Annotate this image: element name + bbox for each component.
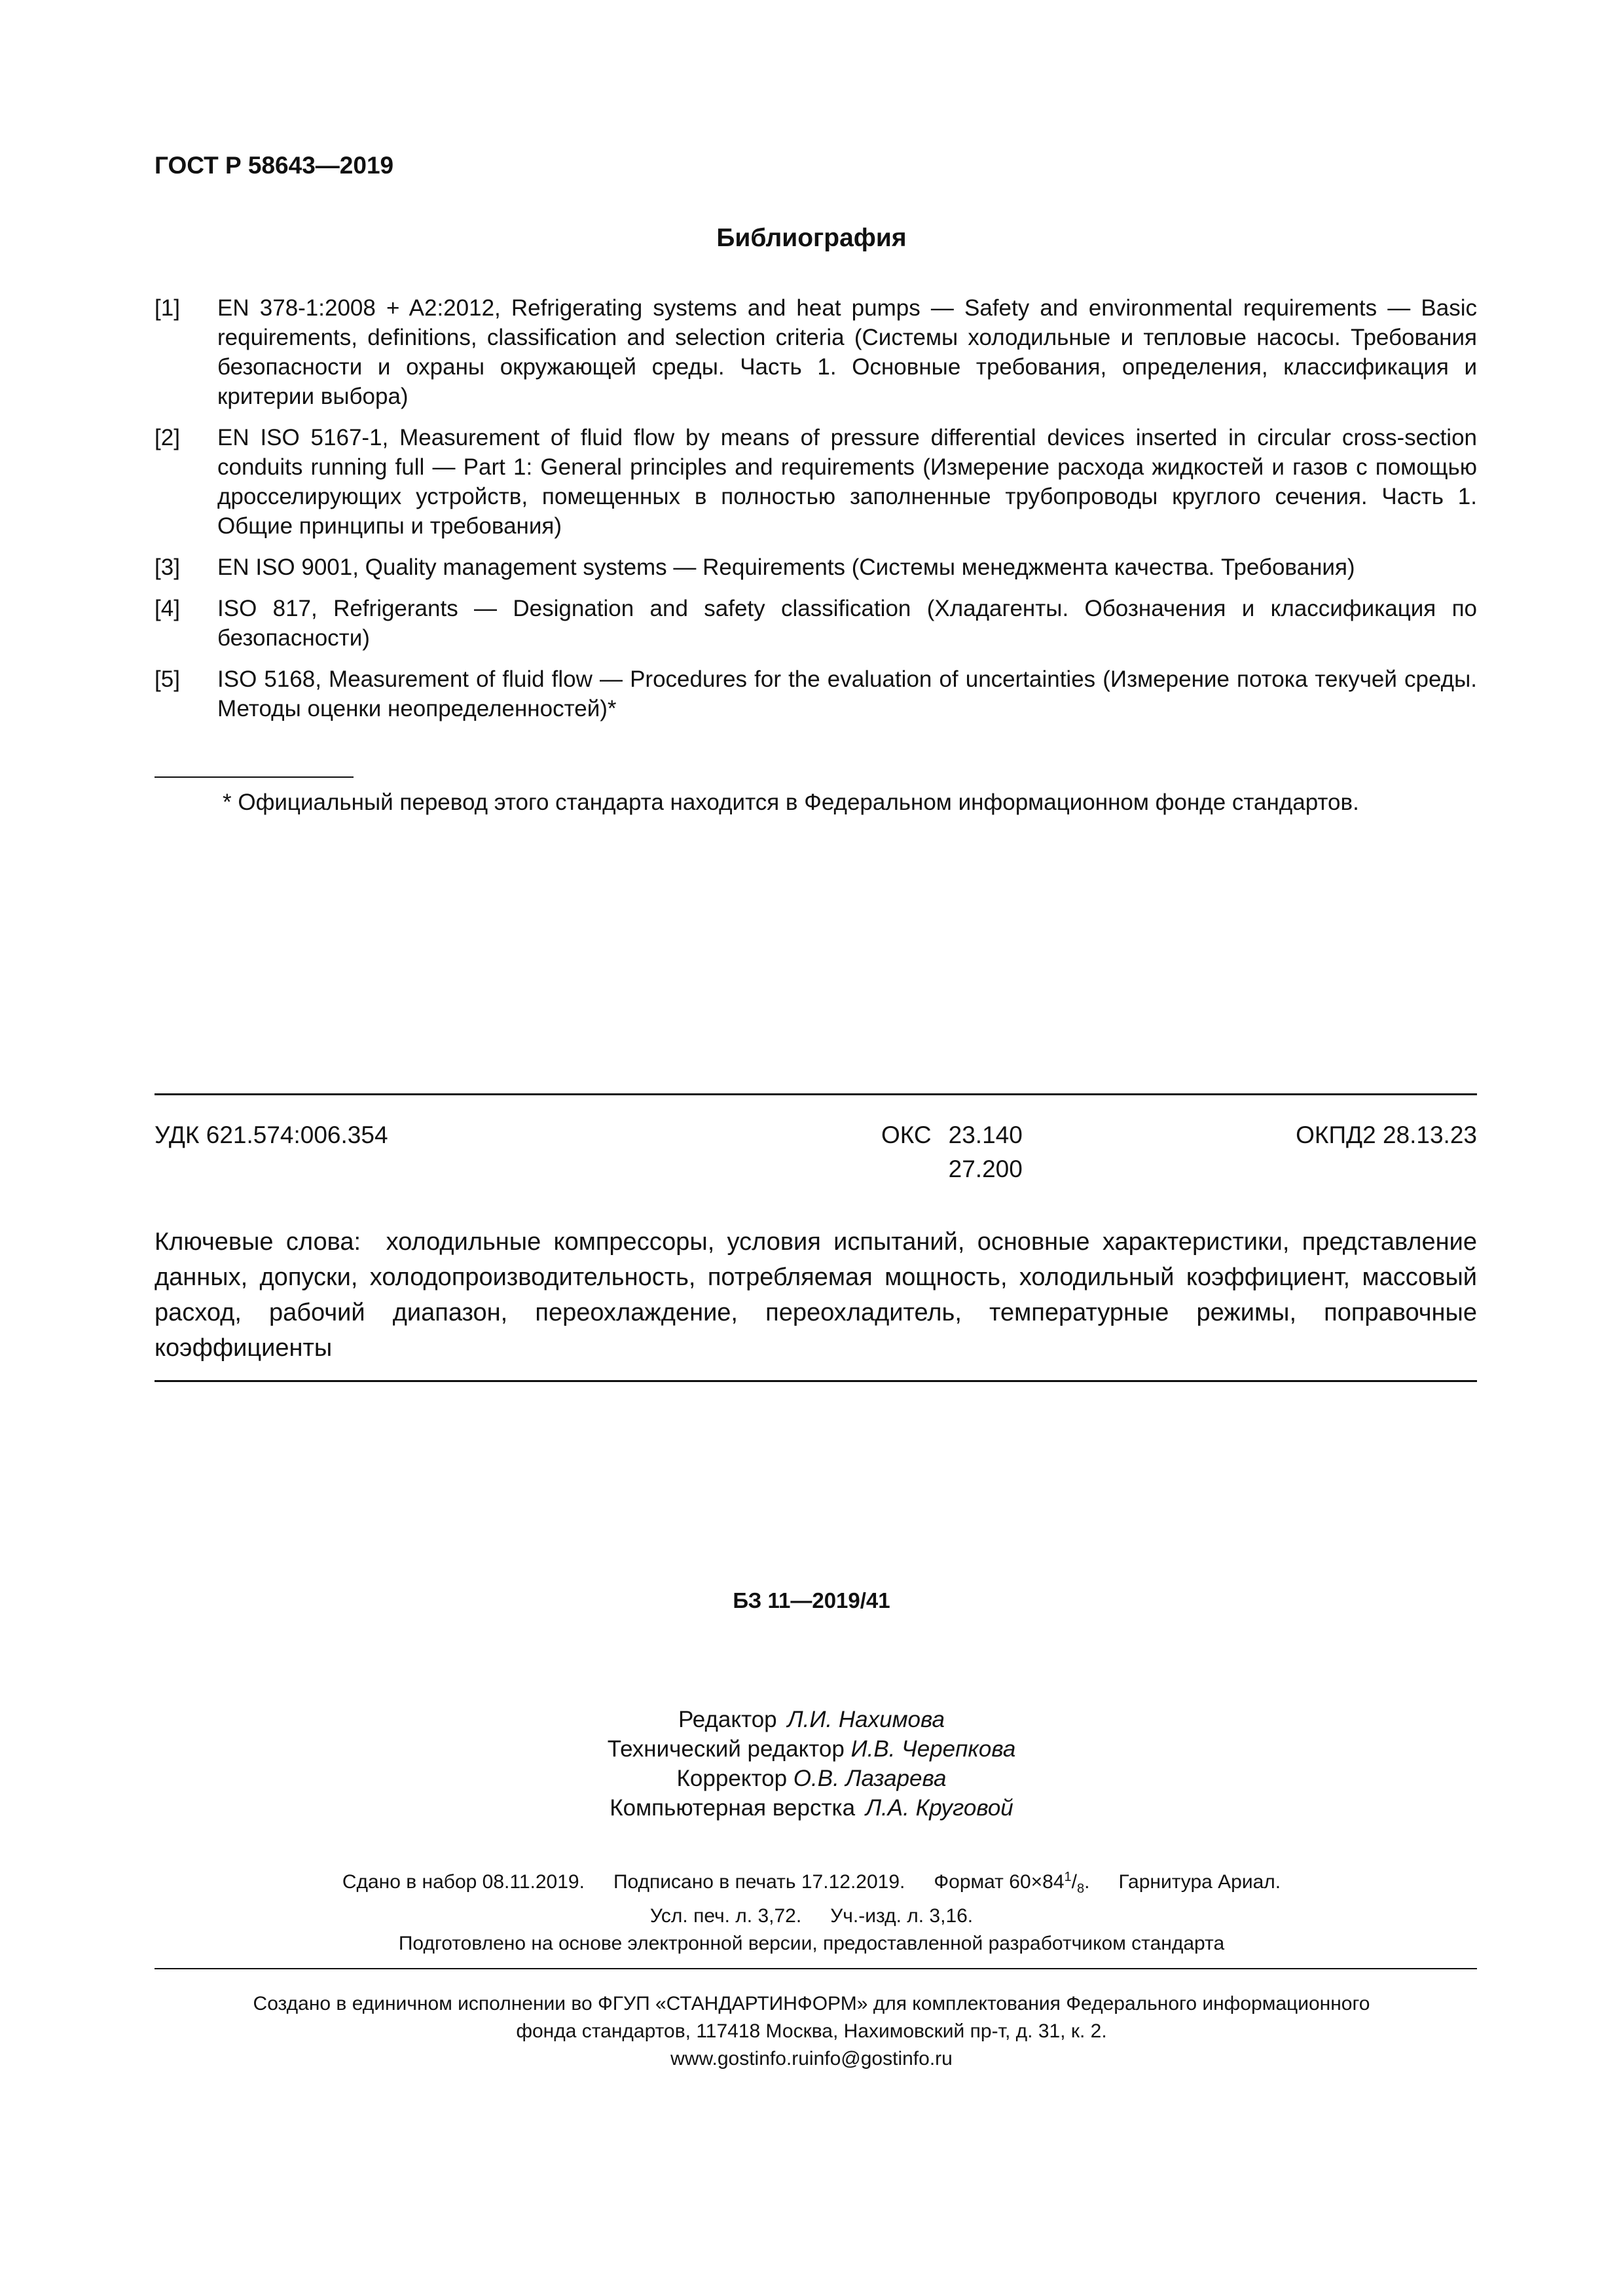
bibliography-list bbox=[155, 293, 1477, 735]
imprint-line-3: Подготовлено на основе электронной версии, предоставленной разработчиком стандарта bbox=[398, 1933, 1225, 1954]
udk-code bbox=[155, 1118, 388, 1152]
okpd-code bbox=[1296, 1118, 1477, 1152]
website-link[interactable]: www.gostinfo.ru bbox=[670, 2048, 809, 2069]
format: Формат $60\times 84^1/_8$. bbox=[934, 1870, 1090, 1896]
entry-number: [5] bbox=[155, 666, 180, 692]
footnote-divider bbox=[155, 776, 354, 778]
editorial-staff bbox=[0, 1705, 1623, 1823]
okpd-label: ОКПД2 bbox=[1296, 1121, 1376, 1148]
okpd-value: 28.13.23 bbox=[1382, 1121, 1477, 1148]
tech-editor-name: И.В. Черепкова bbox=[850, 1736, 1016, 1762]
oks-code bbox=[881, 1118, 1023, 1186]
udk-value: 621.574:006.354 bbox=[206, 1121, 388, 1148]
entry-number: [1] bbox=[155, 295, 180, 321]
publisher-info bbox=[0, 1990, 1623, 2073]
editor-name: Л.И. Нахимова bbox=[787, 1707, 945, 1732]
layout-name: Л.А. Круговой bbox=[866, 1795, 1013, 1821]
layout-label: Компьютерная верстка bbox=[610, 1795, 856, 1821]
entry-text: ISO 817, Refrigerants — Designation and safety classification (Хладагенты. Обозначения и классификация по безопасности) bbox=[217, 596, 1477, 651]
entry-text: EN 378-1:2008 + A2:2012, Refrigerating systems and heat pumps — Safety and environmental requirements — Basic requirements, definitions, classification and selection criteria (Системы холодильные и тепловые насосы. Требования безопасности и охраны окружающей среды. Часть 1. Основные требования, определения, классификация и критерии выбора) bbox=[217, 295, 1477, 409]
oks-label: ОКС bbox=[881, 1121, 932, 1148]
bibliography-entry bbox=[155, 293, 1477, 411]
bz-number: БЗ 11—2019/41 bbox=[733, 1588, 890, 1613]
bibliography-entry bbox=[155, 665, 1477, 723]
publisher-contacts bbox=[0, 2045, 1623, 2073]
tech-editor-label: Технический редактор bbox=[607, 1736, 845, 1762]
bibliography-entry bbox=[155, 594, 1477, 653]
entry-text: EN ISO 5167-1, Measurement of fluid flow by means of pressure differential devices inserted in circular cross-section conduits running full — Part 1: General principles and requirements (Измерение расхода жидкостей и газов с помощью дросселирующих устройств, помещенных в полностью заполненные трубопроводы круглого сечения. Часть 1. Общие принципы и требования) bbox=[217, 425, 1477, 539]
keywords bbox=[155, 1224, 1477, 1366]
proofreader-label: Корректор bbox=[676, 1766, 788, 1791]
keywords-bottom-rule bbox=[155, 1380, 1477, 1382]
entry-number: [2] bbox=[155, 425, 180, 450]
email-link[interactable]: info@gostinfo.ru bbox=[809, 2048, 953, 2069]
standard-code: ГОСТ Р 58643—2019 bbox=[155, 152, 394, 179]
editor-line bbox=[0, 1705, 1623, 1734]
signed-date: Подписано в печать 17.12.2019. bbox=[613, 1871, 905, 1893]
bibliography-entry bbox=[155, 553, 1477, 582]
imprint-bottom-rule bbox=[155, 1968, 1477, 1969]
oks-value: 23.140 bbox=[948, 1121, 1023, 1148]
editor-label: Редактор bbox=[678, 1707, 777, 1732]
publisher-line-2: фонда стандартов, 117418 Москва, Нахимовский пр-т, д. 31, к. 2. bbox=[516, 2020, 1107, 2042]
imprint-line-1 bbox=[0, 1863, 1623, 1903]
keywords-label: Ключевые слова: bbox=[155, 1228, 361, 1256]
entry-text: EN ISO 9001, Quality management systems — Requirements (Системы менеджмента качества. Требования) bbox=[217, 555, 1355, 580]
publisher-line-1: Создано в единичном исполнении во ФГУП «СТАНДАРТИНФОРМ» для комплектования Федерального информационного bbox=[253, 1993, 1370, 2014]
print-sheets: Усл. печ. л. 3,72. bbox=[649, 1905, 802, 1927]
bibliography-title: Библиография bbox=[716, 224, 907, 252]
imprint bbox=[0, 1863, 1623, 1958]
udk-label: УДК bbox=[155, 1121, 200, 1148]
keywords-text: холодильные компрессоры, условия испытаний, основные характеристики, представление данных, допуски, холодопроизводительность, потребляемая мощность, холодильный коэффициент, массовый расход, рабочий диапазон, переохлаждение, переохладитель, температурные режимы, поправочные коэффициенты bbox=[155, 1228, 1477, 1362]
proofreader-name: О.В. Лазарева bbox=[793, 1766, 947, 1791]
bibliography-entry bbox=[155, 423, 1477, 541]
entry-text: ISO 5168, Measurement of fluid flow — Procedures for the evaluation of uncertainties (Измерение потока текучей среды. Методы оценки неопределенностей)* bbox=[217, 666, 1477, 721]
typeface: Гарнитура Ариал. bbox=[1118, 1871, 1281, 1893]
imprint-line-2 bbox=[0, 1903, 1623, 1930]
entry-number: [4] bbox=[155, 596, 180, 621]
tech-editor-line bbox=[0, 1734, 1623, 1764]
layout-line bbox=[0, 1793, 1623, 1823]
entry-number: [3] bbox=[155, 555, 180, 580]
oks-value: 27.200 bbox=[948, 1156, 1023, 1182]
proofreader-line bbox=[0, 1764, 1623, 1793]
footnote: * Официальный перевод этого стандарта находится в Федеральном информационном фонде стандартов. bbox=[223, 790, 1359, 815]
typeset-date: Сдано в набор 08.11.2019. bbox=[342, 1871, 585, 1893]
classification-top-rule bbox=[155, 1093, 1477, 1095]
publishing-sheets: Уч.-изд. л. 3,16. bbox=[830, 1905, 974, 1927]
